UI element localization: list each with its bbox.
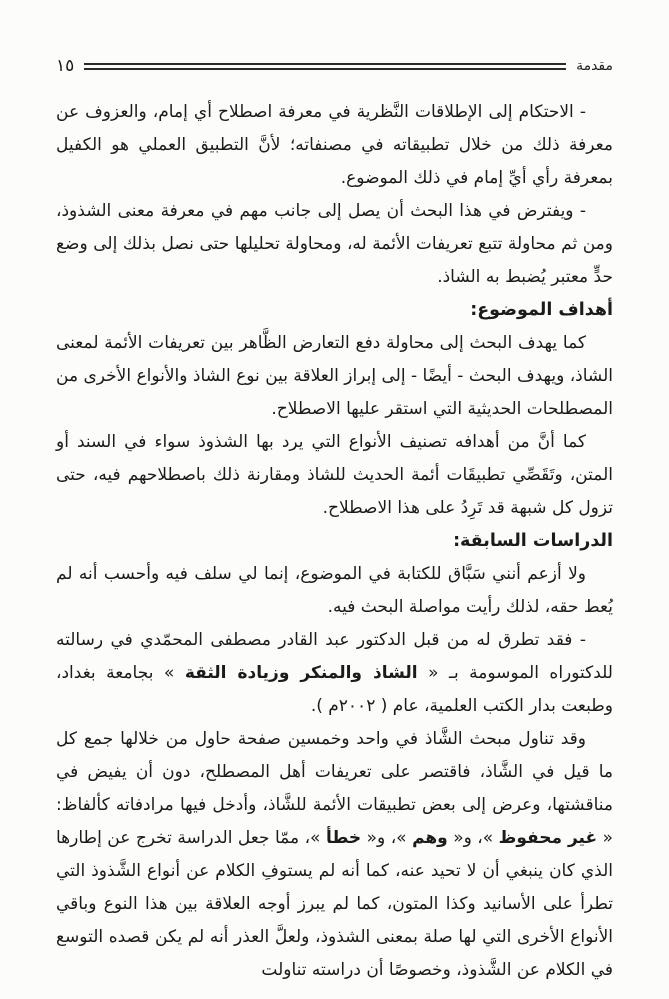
paragraph-intro-1: - الاحتكام إلى الإطلاقات النَّظرية في معرفة اصطلاح أي إمام، والعزوف عن معرفة ذلك من خلال تطبيقاته في مصنفاته؛ لأنَّ التطبيق العملي هو الكفيل بمعرفة رأي أيِّ إمام في ذلك الموضوع.	[56, 102, 613, 188]
page-header	[56, 56, 613, 76]
section-title: مقدمة	[576, 58, 613, 74]
header-double-rule	[84, 63, 566, 70]
term-wahm: وهم	[412, 828, 448, 848]
paragraph-intro-2: - ويفترض في هذا البحث أن يصل إلى جانب مهم في معرفة معنى الشذوذ، ومن ثم محاولة تتبع تعريفات الأئمة له، ومحاولة تحليلها حتى نصل بذلك إلى وضع حدٍّ معتبر يُضبط به الشاذ.	[56, 201, 613, 287]
text-segment: »، ممّا جعل الدراسة تخرج عن إطارها الذي كان ينبغي أن لا تحيد عنه، كما أنه لم يستوفِ الكلام عن أنواع الشَّذوذ التي تطرأ على الأسانيد وكذا المتون، كما لم يبرز أوجه العلاقة بين هذا النوع وباقي الأنواع الأخرى التي لها صلة بمعنى الشذوذ، ولعلَّ العذر أنه لم يكن قصده التوسع في الكلام عن الشَّذوذ، وخصوصًا أن دراسته تناولت	[56, 828, 613, 980]
text-segment: »، و«	[447, 828, 499, 848]
paragraph-studies-2	[56, 624, 613, 723]
page-number: ١٥	[56, 56, 75, 76]
term-khata: خطأ	[325, 828, 362, 848]
text-segment: - فقد تطرق له من قبل الدكتور عبد القادر مصطفى المحمّدي في رسالته للدكتوراه الموسومة بـ «	[56, 630, 613, 683]
text-segment: » بجامعة بغداد، وطبعت بدار الكتب العلمية، عام ( ٢٠٠٢م ).	[56, 663, 613, 716]
paragraph-goals-2: كما أنَّ من أهدافه تصنيف الأنواع التي يرد بها الشذوذ سواء في السند أو المتن، وتَقَصِّي تطبيقَات أئمة الحديث للشاذ ومقارنة ذلك باصطلاحهم فيه، حتى تزول كل شبهة قد تَرِدُ على هذا الاصطلاح.	[56, 432, 613, 518]
page-content	[56, 96, 613, 987]
heading-previous-studies: الدراسات السابقة:	[453, 531, 613, 551]
text-segment: وقد تناول مبحث الشَّاذ في واحد وخمسين صفحة حاول من خلالها جمع كل ما قيل في الشَّاذ، فاقتصر على تعريفات أهل المصطلح، دون أن يفيض في مناقشتها، وعرض إلى بعض تطبيقات الأئمة للشَّاذ، وأدخل فيها مرادفاته كألفاظ: «	[56, 729, 613, 848]
heading-goals: أهداف الموضوع:	[470, 300, 613, 320]
term-ghayr-mahfuz: غير محفوظ	[498, 828, 598, 848]
text-segment: »، و«	[361, 828, 413, 848]
book-title: الشاذ والمنكر وزيادة الثقة	[184, 663, 418, 683]
paragraph-studies-3	[56, 723, 613, 987]
paragraph-studies-1: ولا أزعم أنني سَبَّاق للكتابة في الموضوع، إنما لي سلف فيه وأحسب أنه لم يُعط حقه، لذلك رأيت مواصلة البحث فيه.	[56, 564, 613, 617]
paragraph-goals-1: كما يهدف البحث إلى محاولة دفع التعارض الظَّاهر بين تعريفات الأئمة لمعنى الشاذ، ويهدف البحث - أيضًا - إلى إبراز العلاقة بين نوع الشاذ والأنواع الأخرى من المصطلحات الحديثية التي استقر عليها الاصطلاح.	[56, 333, 613, 419]
